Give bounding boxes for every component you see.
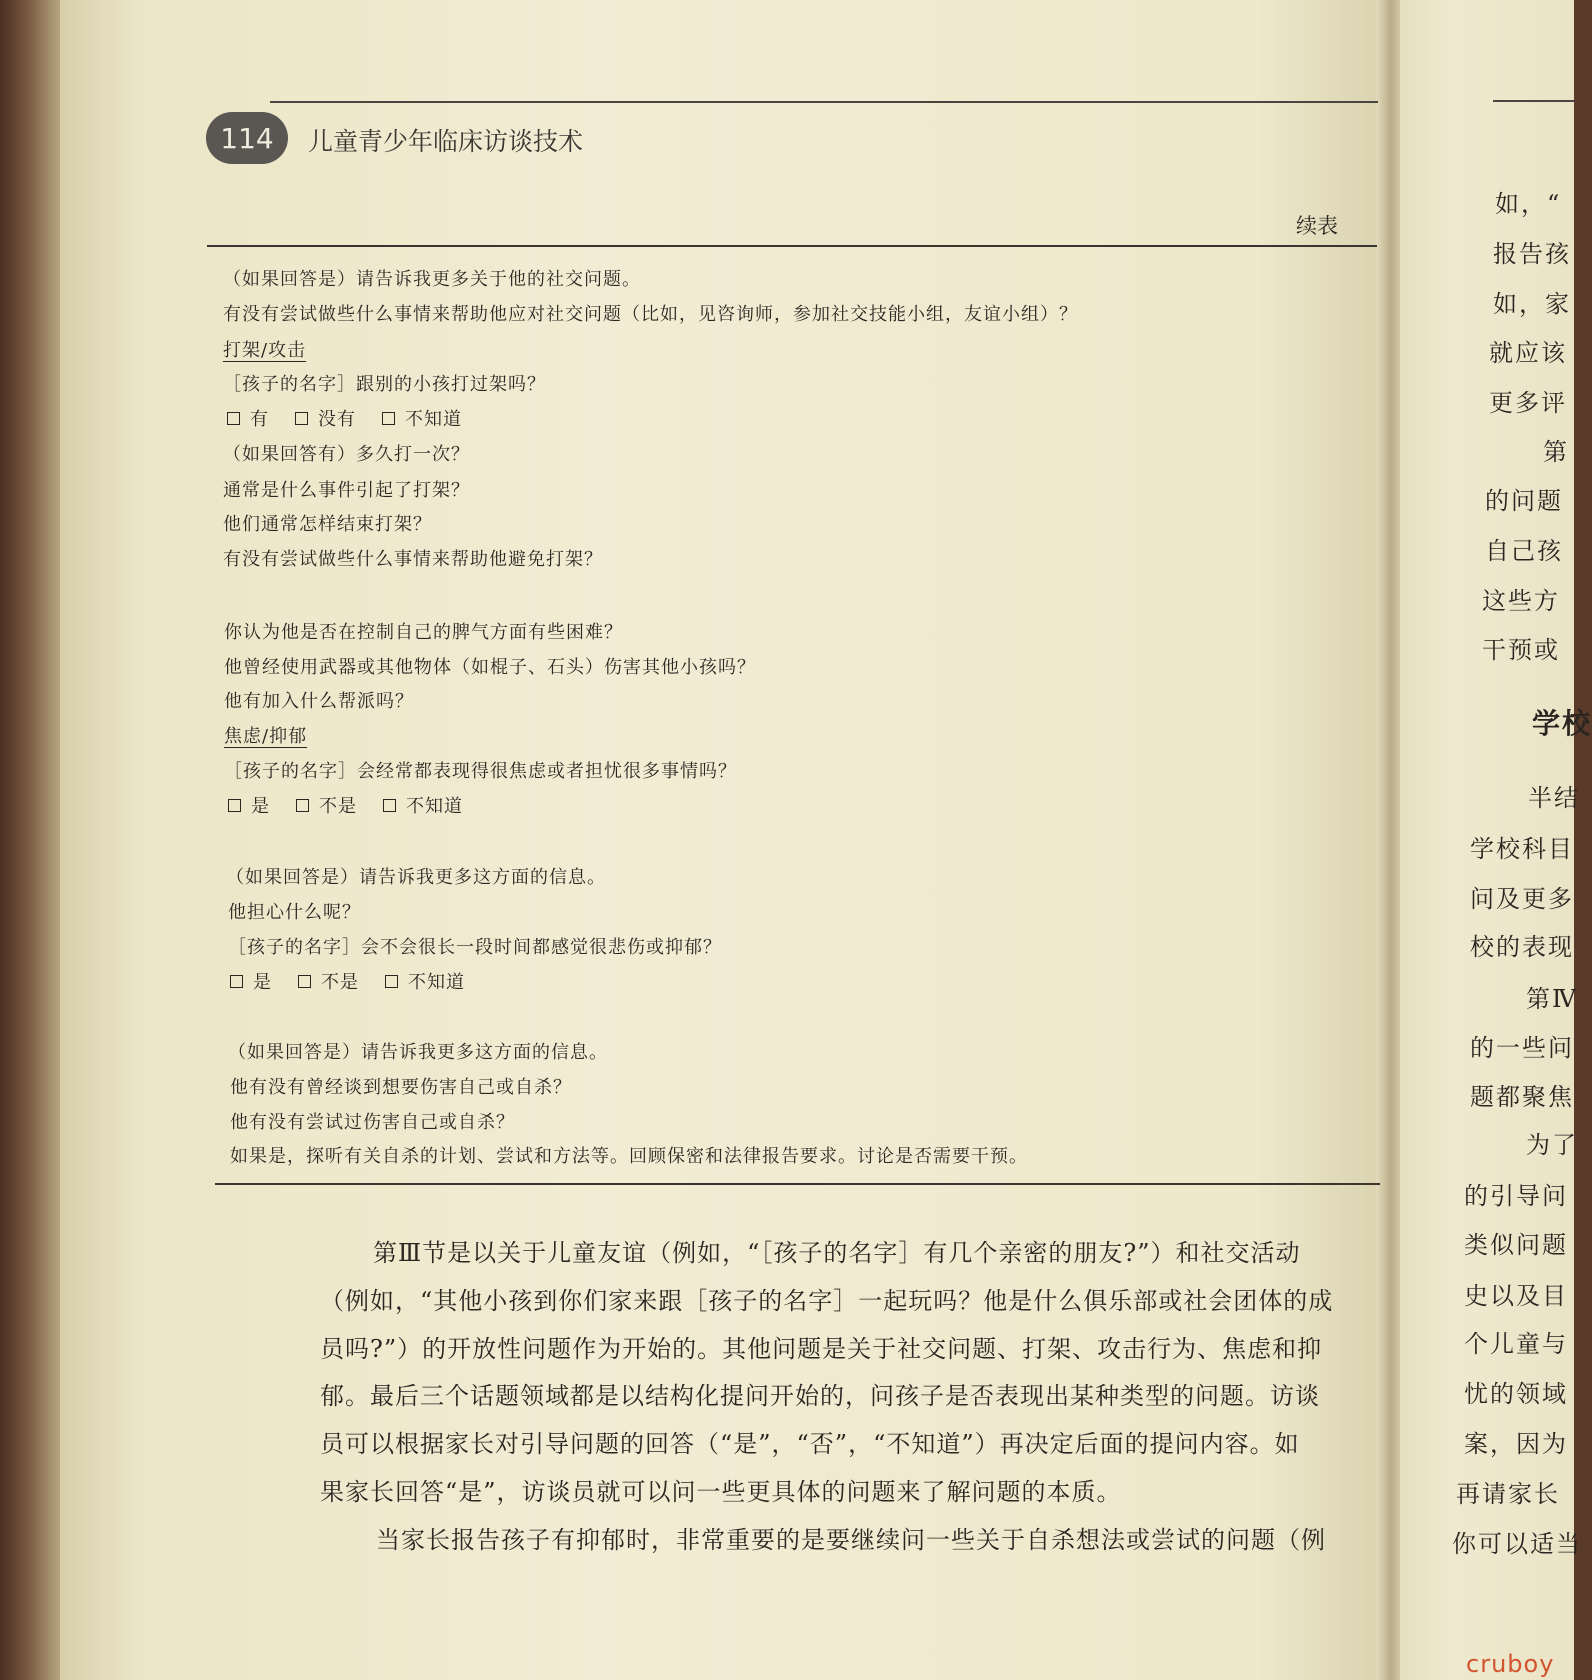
question-line: 通常是什么事件引起了打架？ [223, 480, 470, 501]
body-line: 当家长报告孩子有抑郁时，非常重要的是要继续问一些关于自杀想法或尝试的问题（例 [376, 1526, 1326, 1554]
question-line: 他们通常怎样结束打架？ [223, 514, 432, 535]
answer-option [382, 405, 462, 431]
right-page-line: 学校 [1532, 707, 1592, 740]
checkbox-icon [230, 975, 243, 988]
answer-option [385, 968, 465, 994]
right-page-line: 校的表现 [1470, 933, 1574, 961]
question-line: 如果是，探听有关自杀的计划、尝试和方法等。回顾保密和法律报告要求。讨论是否需要干预。 [230, 1146, 1028, 1167]
right-page-line: 忧的领域 [1464, 1380, 1568, 1408]
right-page-line: 史以及目 [1464, 1282, 1568, 1310]
page-number-badge [206, 112, 288, 164]
right-page-line: 你可以适当 [1452, 1530, 1582, 1558]
right-page-line: 更多评 [1489, 389, 1567, 417]
body-line: 员吗?”）的开放性问题作为开始的。其他问题是关于社交问题、打架、攻击行为、焦虑和抑 [320, 1335, 1323, 1363]
question-line: 有没有尝试做些什么事情来帮助他应对社交问题（比如，见咨询师，参加社交技能小组，友谊小组）？ [223, 304, 1078, 325]
right-page-line: 个儿童与 [1464, 1330, 1568, 1358]
checkbox-icon [295, 412, 308, 425]
right-page-line: 学校科目 [1470, 835, 1574, 863]
right-page-line: 的引导问 [1464, 1182, 1568, 1210]
answer-option [295, 405, 356, 431]
answer-options [227, 405, 488, 431]
right-page-line: 半结 [1528, 784, 1580, 812]
checkbox-icon [228, 799, 241, 812]
right-page-line: 干预或 [1482, 636, 1560, 664]
right-page-line: 的一些问 [1470, 1034, 1574, 1062]
right-page-line: 自己孩 [1485, 537, 1563, 565]
right-page-line: 这些方 [1482, 587, 1560, 615]
answer-option-label: 有 [250, 409, 269, 430]
right-page-line: 问及更多 [1470, 885, 1574, 913]
question-line: ［孩子的名字］跟别的小孩打过架吗？ [223, 374, 546, 395]
question-line: （如果回答是）请告诉我更多这方面的信息。 [228, 1042, 608, 1063]
answer-options [230, 968, 491, 994]
question-line: （如果回答是）请告诉我更多关于他的社交问题。 [223, 269, 641, 290]
checkbox-icon [382, 412, 395, 425]
page-number: 114 [220, 121, 274, 155]
header-rule [270, 101, 1378, 103]
right-page-line: 类似问题 [1464, 1231, 1568, 1259]
answer-option-label: 不知道 [406, 796, 463, 817]
right-page-line: 的问题 [1485, 487, 1563, 515]
answer-option [383, 792, 463, 818]
question-line: 他有没有尝试过伤害自己或自杀？ [230, 1112, 515, 1133]
right-page-line: 再请家长 [1456, 1480, 1560, 1508]
answer-option-label: 没有 [318, 409, 356, 430]
right-page-line: 报告孩 [1493, 240, 1571, 268]
right-page-line: 第Ⅳ [1526, 985, 1578, 1013]
question-line: （如果回答是）请告诉我更多这方面的信息。 [226, 867, 606, 888]
question-line: 你认为他是否在控制自己的脾气方面有些困难？ [224, 622, 623, 643]
question-line: 有没有尝试做些什么事情来帮助他避免打架？ [223, 549, 603, 570]
question-line: 他有加入什么帮派吗？ [224, 691, 414, 712]
question-line: ［孩子的名字］会不会很长一段时间都感觉很悲伤或抑郁？ [228, 937, 722, 958]
answer-option-label: 是 [251, 796, 270, 817]
table-bottom-rule [215, 1183, 1380, 1185]
right-page-line: 如，家 [1493, 290, 1571, 318]
body-line: 郁。最后三个话题领域都是以结构化提问开始的，问孩子是否表现出某种类型的问题。访谈 [320, 1382, 1320, 1410]
running-title: 儿童青少年临床访谈技术 [308, 127, 584, 156]
right-page-line: 第 [1543, 438, 1569, 466]
answer-option-label: 不是 [321, 972, 359, 993]
section-heading: 打架/攻击 [223, 340, 307, 361]
checkbox-icon [296, 799, 309, 812]
right-page-line: 题都聚焦 [1470, 1083, 1574, 1111]
answer-option [227, 405, 269, 431]
answer-option-label: 不知道 [405, 409, 462, 430]
right-header-rule [1493, 100, 1574, 102]
checkbox-icon [298, 975, 311, 988]
question-line: （如果回答有）多久打一次？ [223, 444, 470, 465]
right-page-line: 就应该 [1489, 339, 1567, 367]
answer-option-label: 是 [253, 972, 272, 993]
question-line: 他曾经使用武器或其他物体（如棍子、石头）伤害其他小孩吗？ [224, 657, 756, 678]
watermark: cruboy [1466, 1650, 1555, 1678]
answer-option [296, 792, 357, 818]
body-line: 第Ⅲ节是以关于儿童友谊（例如，“［孩子的名字］有几个亲密的朋友?”）和社交活动 [373, 1239, 1301, 1267]
question-line: 他有没有曾经谈到想要伤害自己或自杀？ [230, 1077, 572, 1098]
section-heading: 焦虑/抑郁 [224, 726, 308, 747]
body-line: （例如，“其他小孩到你们家来跟［孩子的名字］一起玩吗？他是什么俱乐部或社会团体的成 [320, 1287, 1334, 1315]
answer-options [228, 792, 489, 818]
table-continued-label: 续表 [1296, 214, 1338, 238]
checkbox-icon [383, 799, 396, 812]
checkbox-icon [385, 975, 398, 988]
answer-option [228, 792, 270, 818]
right-page-line: 为了 [1526, 1131, 1578, 1159]
table-top-rule [207, 245, 1377, 247]
question-line: ［孩子的名字］会经常都表现得很焦虑或者担忧很多事情吗？ [224, 761, 737, 782]
right-page-line: 如，“ [1495, 190, 1562, 218]
answer-option [230, 968, 272, 994]
answer-option-label: 不知道 [408, 972, 465, 993]
answer-option-label: 不是 [319, 796, 357, 817]
right-page-line: 案，因为 [1464, 1430, 1568, 1458]
body-line: 果家长回答“是”，访谈员就可以问一些更具体的问题来了解问题的本质。 [320, 1478, 1122, 1506]
question-line: 他担心什么呢？ [228, 902, 361, 923]
checkbox-icon [227, 412, 240, 425]
body-line: 员可以根据家长对引导问题的回答（“是”，“否”，“不知道”）再决定后面的提问内容。如 [320, 1430, 1300, 1458]
answer-option [298, 968, 359, 994]
